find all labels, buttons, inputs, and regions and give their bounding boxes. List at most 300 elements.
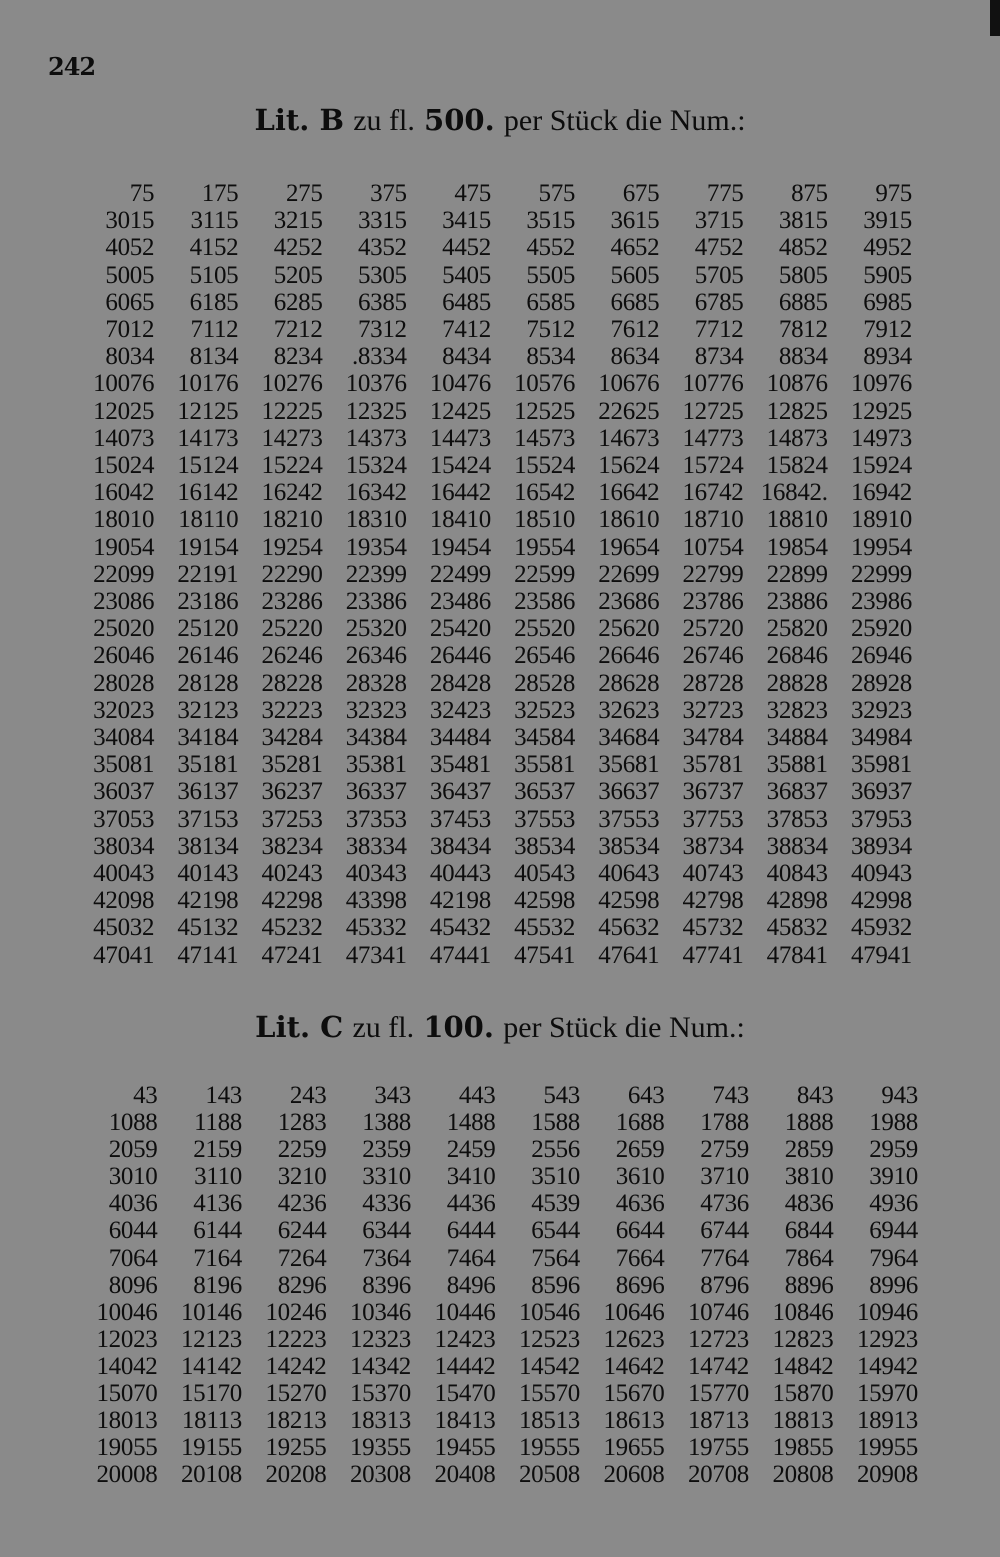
section-b-number-cell: 16942 [850, 479, 912, 507]
section-b-number-cell: 45232 [261, 914, 323, 942]
section-b-number-cell: 34084 [93, 724, 155, 752]
section-b-number-cell: 10376 [345, 370, 407, 398]
section-b-number-cell: 19154 [177, 533, 239, 561]
section-b-number-cell: 18410 [429, 506, 491, 534]
section-c-number-cell: 19555 [518, 1434, 580, 1462]
section-b-number-cell: 36237 [261, 778, 323, 806]
section-b-number-cell: 25120 [177, 615, 239, 643]
section-c-number-cell: 543 [543, 1082, 580, 1109]
section-c-number-cell: 18413 [434, 1407, 496, 1435]
section-b-number-cell: 38834 [766, 832, 828, 860]
section-b-number-cell: 45832 [766, 914, 828, 942]
section-b-number-cell: 5505 [526, 261, 576, 289]
section-c-number-cell: 743 [712, 1082, 749, 1109]
section-c-number-cell: 1988 [869, 1109, 918, 1137]
section-b-number-cell: 42198 [429, 887, 491, 915]
section-c-number-cell: 12523 [518, 1325, 580, 1353]
section-b-number-cell: 36837 [766, 778, 828, 806]
section-c-table-row [75, 1434, 920, 1461]
section-b-number-cell: 14073 [93, 424, 155, 452]
section-c-number-cell: 12623 [603, 1325, 665, 1353]
section-b-number-cell: 475 [454, 180, 491, 207]
section-c-number-cell: 3310 [362, 1163, 411, 1191]
section-c-number-cell: 4936 [869, 1190, 918, 1218]
section-c-number-cell: 8396 [362, 1271, 411, 1299]
section-b-number-cell: 26046 [93, 642, 155, 670]
section-c-table-row [75, 1245, 920, 1272]
section-b-number-cell: 19354 [345, 533, 407, 561]
section-b-number-cell: 35781 [682, 751, 744, 779]
section-b-number-cell: 8834 [778, 343, 828, 371]
section-c-number-cell: 12323 [349, 1325, 411, 1353]
section-b-number-cell: 19254 [261, 533, 323, 561]
section-b-number-cell: 16542 [514, 479, 576, 507]
section-b-amount: 500. [424, 103, 495, 137]
section-b-number-cell: 22999 [850, 560, 912, 588]
section-b-number-cell: 28328 [345, 669, 407, 697]
section-b-number-cell: 14373 [345, 424, 407, 452]
section-b-number-cell: 12325 [345, 397, 407, 425]
section-b-number-cell: .8334 [351, 343, 407, 371]
section-b-number-cell: 6585 [526, 288, 576, 316]
section-c-number-cell: 7364 [362, 1244, 411, 1272]
section-b-table-row [72, 534, 914, 561]
section-b-number-cell: 35881 [766, 751, 828, 779]
section-b-number-cell: 5105 [189, 261, 239, 289]
section-b-number-cell: 18210 [261, 506, 323, 534]
section-c-number-cell: 20408 [434, 1461, 496, 1489]
section-c-heading [0, 1010, 1000, 1045]
section-b-number-cell: 12225 [261, 397, 323, 425]
section-b-number-cell: 26646 [598, 642, 660, 670]
section-c-table-row [75, 1109, 920, 1136]
section-c-number-cell: 4036 [108, 1190, 158, 1218]
section-b-number-cell: 3515 [526, 207, 576, 235]
section-c-rest: per Stück die Num.: [503, 1011, 745, 1044]
section-b-number-cell: 40943 [850, 860, 912, 888]
section-b-number-cell: 16442 [429, 479, 491, 507]
section-c-number-cell: 19855 [772, 1434, 834, 1462]
section-b-number-cell: 32823 [766, 696, 828, 724]
section-b-number-cell: 40643 [598, 860, 660, 888]
section-b-number-cell: 25920 [850, 615, 912, 643]
section-c-table-row [75, 1082, 920, 1109]
section-c-number-cell: 14142 [180, 1352, 242, 1380]
section-c-number-cell: 343 [374, 1082, 411, 1109]
section-b-number-cell: 37153 [177, 805, 239, 833]
section-b-number-cell: 25220 [261, 615, 323, 643]
section-b-table-row [72, 262, 914, 289]
section-b-number-cell: 40243 [261, 860, 323, 888]
section-b-number-cell: 38434 [429, 832, 491, 860]
section-c-number-cell: 8496 [446, 1271, 496, 1299]
section-b-number-cell: 8534 [526, 343, 576, 371]
section-c-table-row [75, 1272, 920, 1299]
section-b-number-cell: 38534 [514, 832, 576, 860]
section-b-number-cell: 23386 [345, 588, 407, 616]
section-c-number-cell: 19955 [856, 1434, 918, 1462]
section-b-number-cell: 5705 [694, 261, 744, 289]
section-b-number-cell: 6385 [357, 288, 407, 316]
section-b-number-cell: 45732 [682, 914, 744, 942]
section-b-number-cell: 40743 [682, 860, 744, 888]
section-b-number-cell: 6785 [694, 288, 744, 316]
section-b-number-cell: 47141 [177, 941, 239, 969]
section-b-number-cell: 40043 [93, 860, 155, 888]
section-b-number-cell: 22599 [514, 560, 576, 588]
section-b-number-cell: 7012 [105, 316, 155, 344]
section-c-table-row [75, 1136, 920, 1163]
section-b-number-cell: 15324 [345, 452, 407, 480]
section-b-number-cell: 38934 [850, 832, 912, 860]
section-b-number-cell: 32623 [598, 696, 660, 724]
section-b-number-cell: 22625 [598, 397, 660, 425]
section-b-number-cell: 15224 [261, 452, 323, 480]
section-b-number-cell: 42598 [514, 887, 576, 915]
section-b-number-cell: 32123 [177, 696, 239, 724]
section-c-number-cell: 643 [627, 1082, 665, 1109]
section-c-number-cell: 2859 [784, 1136, 834, 1164]
section-b-number-cell: 7712 [694, 316, 744, 344]
section-b-number-cell: 35981 [850, 751, 912, 779]
section-c-number-cell: 14842 [772, 1352, 834, 1380]
section-b-number-cell: 14773 [682, 424, 744, 452]
section-b-number-cell: 37253 [261, 805, 323, 833]
section-c-number-cell: 3810 [784, 1163, 834, 1191]
section-c-number-cell: 14242 [265, 1352, 327, 1380]
section-c-number-cell: 19655 [603, 1434, 665, 1462]
scan-edge-mark [990, 0, 1000, 36]
section-b-number-cell: 38234 [261, 832, 323, 860]
section-c-number-cell: 8796 [700, 1271, 749, 1299]
section-c-number-cell: 7264 [277, 1244, 327, 1272]
section-b-number-cell: 10776 [682, 370, 744, 398]
section-b-number-cell: 26146 [177, 642, 239, 670]
section-c-number-cell: 10546 [518, 1298, 580, 1326]
section-b-number-cell: 4452 [442, 234, 491, 262]
section-b-number-cell: 4152 [189, 234, 239, 262]
section-b-number-cell: 45032 [93, 914, 155, 942]
section-b-table-row [72, 452, 914, 479]
section-b-number-cell: 26846 [766, 642, 828, 670]
section-b-number-cell: 34384 [345, 724, 407, 752]
section-b-number-cell: 34584 [514, 724, 576, 752]
section-b-number-cell: 3915 [863, 207, 912, 235]
section-b-number-cell: 4752 [694, 234, 744, 262]
section-b-number-cell: 25620 [598, 615, 660, 643]
section-b-number-cell: 5205 [273, 261, 323, 289]
section-b-table-row [72, 316, 914, 343]
section-c-number-cell: 12923 [856, 1325, 918, 1353]
section-c-number-cell: 14442 [434, 1352, 496, 1380]
section-b-number-cell: 40543 [514, 860, 576, 888]
section-c-number-cell: 7164 [193, 1244, 242, 1272]
section-c-number-cell: 12723 [687, 1325, 749, 1353]
section-c-number-cell: 2259 [277, 1136, 327, 1164]
section-b-number-cell: 47741 [682, 941, 744, 969]
section-c-number-cell: 1588 [531, 1109, 580, 1137]
section-c-number-cell: 20208 [265, 1461, 327, 1489]
section-b-number-cell: 36937 [850, 778, 912, 806]
section-b-number-cell: 22290 [261, 560, 323, 588]
section-b-number-cell: 7212 [273, 316, 323, 344]
section-b-number-cell: 18110 [178, 506, 239, 534]
section-b-number-cell: 36337 [345, 778, 407, 806]
section-c-number-cell: 7564 [531, 1244, 580, 1272]
section-b-number-cell: 3215 [273, 207, 323, 235]
section-c-number-cell: 1488 [446, 1109, 496, 1137]
section-b-number-cell: 35281 [261, 751, 323, 779]
section-b-table-row [72, 724, 914, 751]
section-c-number-cell: 20508 [518, 1461, 580, 1489]
section-c-lit: Lit. C [255, 1010, 344, 1044]
section-b-number-cell: 19054 [93, 533, 155, 561]
section-c-number-cell: 3110 [194, 1163, 242, 1191]
section-b-number-cell: 8034 [105, 343, 155, 371]
section-c-number-cell: 6444 [446, 1217, 496, 1245]
section-c-number-cell: 1283 [277, 1109, 327, 1137]
section-b-number-cell: 19954 [850, 533, 912, 561]
section-b-number-cell: 26346 [345, 642, 407, 670]
section-b-number-cell: 4052 [105, 234, 155, 262]
section-c-number-cell: 8096 [108, 1271, 158, 1299]
section-b-number-cell: 45532 [514, 914, 576, 942]
section-c-number-cell: 14642 [603, 1352, 665, 1380]
section-b-table-body [72, 180, 914, 969]
section-c-table-row [75, 1299, 920, 1326]
section-b-number-cell: 5305 [357, 261, 407, 289]
section-b-number-cell: 35081 [93, 751, 155, 779]
section-b-number-cell: 19554 [514, 533, 576, 561]
section-b-number-cell: 47341 [345, 941, 407, 969]
section-c-number-cell: 20008 [96, 1461, 158, 1489]
section-c-number-cell: 143 [205, 1082, 242, 1109]
section-b-number-cell: 6285 [273, 288, 323, 316]
section-b-number-cell: 4652 [610, 234, 660, 262]
section-c-number-cell: 19755 [687, 1434, 749, 1462]
section-b-number-cell: 28128 [177, 669, 239, 697]
section-b-rest: per Stück die Num.: [503, 104, 746, 137]
section-b-table-row [72, 506, 914, 533]
section-c-number-cell: 10046 [96, 1298, 158, 1326]
section-b-number-cell: 16042 [93, 479, 155, 507]
section-b-number-cell: 34284 [261, 724, 323, 752]
section-b-number-cell: 4252 [273, 234, 323, 262]
section-b-number-table [72, 180, 914, 969]
section-b-heading [0, 103, 1000, 138]
section-c-table-row [75, 1163, 920, 1190]
section-b-table-row [72, 343, 914, 370]
section-c-number-cell: 15270 [265, 1380, 327, 1408]
section-b-number-cell: 5805 [778, 261, 828, 289]
section-b-number-cell: 23286 [261, 588, 323, 616]
section-b-number-cell: 14273 [261, 424, 323, 452]
section-b-number-cell: 15824 [766, 452, 828, 480]
section-b-number-cell: 23786 [682, 588, 744, 616]
section-c-table-row [75, 1380, 920, 1407]
section-b-number-cell: 10976 [850, 370, 912, 398]
section-b-number-cell: 22099 [93, 560, 155, 588]
section-c-amount: 100. [423, 1010, 494, 1044]
section-b-number-cell: 36637 [598, 778, 660, 806]
section-c-zu: zu fl. [352, 1011, 415, 1044]
section-b-number-cell: 375 [370, 180, 407, 207]
section-c-number-cell: 10146 [180, 1298, 242, 1326]
section-b-number-cell: 7812 [778, 316, 828, 344]
section-b-number-cell: 40143 [177, 860, 239, 888]
section-c-number-cell: 20108 [180, 1461, 242, 1489]
section-b-number-cell: 35181 [177, 751, 239, 779]
section-b-number-cell: 14673 [598, 424, 660, 452]
section-b-number-cell: 34884 [766, 724, 828, 752]
section-b-number-cell: 18710 [682, 506, 744, 534]
section-b-number-cell: 28628 [598, 669, 660, 697]
section-c-number-cell: 7864 [784, 1244, 834, 1272]
section-c-number-cell: 20308 [349, 1461, 411, 1489]
section-b-number-cell: 18910 [850, 506, 912, 534]
section-b-number-cell: 12125 [177, 397, 239, 425]
section-b-number-cell: 22399 [345, 560, 407, 588]
section-b-number-cell: 23886 [766, 588, 828, 616]
section-b-table-row [72, 833, 914, 860]
section-c-number-cell: 4436 [446, 1190, 496, 1218]
section-b-number-cell: 19854 [766, 533, 828, 561]
section-b-number-cell: 15724 [682, 452, 744, 480]
section-b-number-cell: 12025 [93, 397, 155, 425]
section-b-number-cell: 36537 [514, 778, 576, 806]
section-c-number-cell: 18113 [181, 1407, 242, 1435]
section-b-number-cell: 15024 [93, 452, 155, 480]
section-b-table-row [72, 588, 914, 615]
section-c-number-cell: 2556 [531, 1136, 580, 1164]
section-c-number-cell: 7964 [869, 1244, 918, 1272]
section-b-number-cell: 34684 [598, 724, 660, 752]
section-c-number-cell: 15770 [687, 1380, 749, 1408]
section-c-number-cell: 20608 [603, 1461, 665, 1489]
section-b-number-cell: 45132 [177, 914, 239, 942]
section-b-number-cell: 36437 [429, 778, 491, 806]
section-b-number-cell: 32923 [850, 696, 912, 724]
section-b-number-cell: 37453 [429, 805, 491, 833]
section-b-number-cell: 32223 [261, 696, 323, 724]
section-b-number-cell: 15924 [850, 452, 912, 480]
section-c-number-cell: 4836 [784, 1190, 834, 1218]
section-b-number-cell: 34484 [429, 724, 491, 752]
section-c-number-cell: 8196 [193, 1271, 242, 1299]
section-b-table-row [72, 642, 914, 669]
section-c-number-cell: 12823 [772, 1325, 834, 1353]
section-b-number-cell: 47541 [514, 941, 576, 969]
section-c-number-cell: 3410 [446, 1163, 496, 1191]
section-c-number-cell: 12123 [180, 1325, 242, 1353]
section-b-number-cell: 25720 [682, 615, 744, 643]
section-b-number-cell: 38534 [598, 832, 660, 860]
section-c-number-cell: 15970 [856, 1380, 918, 1408]
section-b-number-cell: 38734 [682, 832, 744, 860]
section-b-number-cell: 37053 [93, 805, 155, 833]
section-b-number-cell: 3815 [778, 207, 828, 235]
section-c-number-cell: 7664 [615, 1244, 665, 1272]
section-b-number-cell: 35481 [429, 751, 491, 779]
section-b-table-row [72, 806, 914, 833]
section-c-number-cell: 1688 [615, 1109, 665, 1137]
section-b-number-cell: 3315 [357, 207, 407, 235]
section-c-number-cell: 15670 [603, 1380, 665, 1408]
section-c-number-cell: 2059 [108, 1136, 158, 1164]
section-b-number-cell: 10476 [429, 370, 491, 398]
section-b-number-cell: 6685 [610, 288, 660, 316]
section-b-number-cell: 28928 [850, 669, 912, 697]
section-c-number-cell: 18613 [603, 1407, 665, 1435]
section-c-number-cell: 1088 [108, 1109, 158, 1137]
section-b-number-cell: 4552 [526, 234, 576, 262]
section-c-number-cell: 4336 [362, 1190, 411, 1218]
section-b-number-cell: 10276 [261, 370, 323, 398]
section-b-number-cell: 47941 [850, 941, 912, 969]
section-b-number-cell: 37853 [766, 805, 828, 833]
section-c-number-cell: 8296 [277, 1271, 327, 1299]
section-b-number-cell: 3715 [694, 207, 744, 235]
section-b-number-cell: 45932 [850, 914, 912, 942]
section-b-number-cell: 12725 [682, 397, 744, 425]
section-b-number-cell: 675 [622, 180, 660, 207]
section-b-number-cell: 37753 [682, 805, 744, 833]
section-b-number-cell: 10576 [514, 370, 576, 398]
section-b-number-cell: 175 [201, 180, 239, 207]
section-c-number-cell: 18313 [349, 1407, 411, 1435]
section-b-number-cell: 22499 [429, 560, 491, 588]
section-b-number-cell: 10176 [177, 370, 239, 398]
section-b-number-cell: 3015 [105, 207, 155, 235]
section-b-number-cell: 23686 [598, 588, 660, 616]
section-b-table-row [72, 398, 914, 425]
section-b-number-cell: 18810 [766, 506, 828, 534]
section-c-table-row [75, 1461, 920, 1488]
section-b-number-cell: 18610 [598, 506, 660, 534]
section-b-table-row [72, 860, 914, 887]
section-b-number-cell: 575 [538, 180, 576, 207]
section-c-number-cell: 7464 [446, 1244, 496, 1272]
section-c-number-cell: 10946 [856, 1298, 918, 1326]
section-b-number-cell: 28828 [766, 669, 828, 697]
section-c-number-cell: 10746 [687, 1298, 749, 1326]
section-c-number-cell: 3710 [700, 1163, 749, 1191]
section-b-number-cell: 34784 [682, 724, 744, 752]
section-b-number-cell: 14473 [429, 424, 491, 452]
section-b-number-cell: 8734 [694, 343, 744, 371]
section-b-number-cell: 16842. [760, 479, 828, 507]
section-b-number-cell: 6885 [778, 288, 828, 316]
section-b-number-cell: 23186 [177, 588, 239, 616]
section-c-number-cell: 10446 [434, 1298, 496, 1326]
section-b-number-cell: 23486 [429, 588, 491, 616]
section-b-number-cell: 23586 [514, 588, 576, 616]
section-b-number-cell: 18510 [514, 506, 576, 534]
section-b-number-cell: 4352 [357, 234, 407, 262]
section-b-number-cell: 23086 [93, 588, 155, 616]
section-c-number-cell: 19155 [180, 1434, 242, 1462]
section-b-number-cell: 10076 [93, 370, 155, 398]
section-c-number-cell: 15470 [434, 1380, 496, 1408]
section-c-number-cell: 20908 [856, 1461, 918, 1489]
section-c-number-cell: 8996 [869, 1271, 918, 1299]
section-b-number-cell: 35681 [598, 751, 660, 779]
section-b-number-cell: 23986 [850, 588, 912, 616]
section-b-number-cell: 40843 [766, 860, 828, 888]
section-b-number-cell: 6065 [105, 288, 155, 316]
section-b-table-row [72, 615, 914, 642]
section-c-number-cell: 6144 [193, 1217, 242, 1245]
